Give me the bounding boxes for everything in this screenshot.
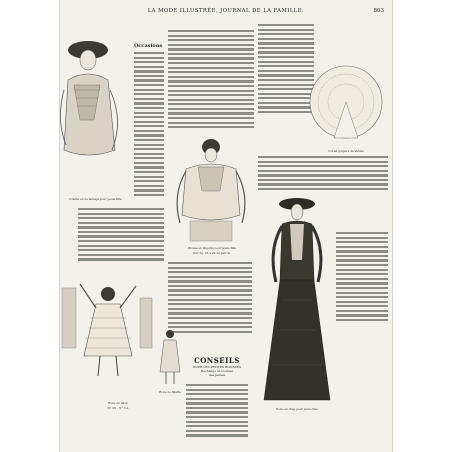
caption-small-child: Robe de fillette (159, 390, 181, 394)
center-top-text (168, 30, 254, 131)
page-number: 803 (373, 8, 384, 14)
conseils-subtitle: POUR LES PETITES BOURSES (193, 365, 241, 369)
right-bottom-text (336, 232, 388, 324)
caption-lace-collar: Col en guipure de Venise (328, 149, 364, 153)
left-text-block (78, 208, 164, 263)
small-child-illustration (158, 328, 182, 388)
woman-long-dress-illustration (262, 190, 332, 405)
conseils-title: CONSEILS (194, 356, 240, 365)
occasions-text-column (134, 52, 164, 199)
caption-blouse: Blouse en lingerie pour jeune fille (187, 246, 237, 250)
occasions-heading: Occasions (134, 43, 163, 49)
caption-girl-dress: Robe en linon (108, 401, 128, 405)
woman-blouse-illustration (60, 30, 130, 195)
caption-blouse-detail: Voir fig. 26 à 29 du patron. (192, 251, 232, 255)
conseils-block (186, 356, 248, 377)
lace-collar-illustration (306, 62, 386, 148)
caption-girl-ref: N° 26 – N° 3 A (107, 406, 129, 410)
conseils-text (186, 384, 248, 439)
center-bottom-text (168, 262, 252, 335)
page-header (60, 8, 392, 20)
conseils-line2: Rechange et bourses (201, 369, 233, 373)
journal-title: LA MODE ILLUSTRÉE, JOURNAL DE LA FAMILLE. (147, 8, 305, 14)
caption-top-left: Toilette en de lainage pour jeune fille (68, 197, 122, 201)
right-mid-text (258, 156, 388, 193)
children-playing-illustration (60, 258, 154, 398)
blouse-illustration (170, 135, 252, 245)
conseils-line3: des jeunes (208, 373, 226, 377)
caption-woman-dress: Robe en drap pour jeune fille (276, 407, 318, 411)
